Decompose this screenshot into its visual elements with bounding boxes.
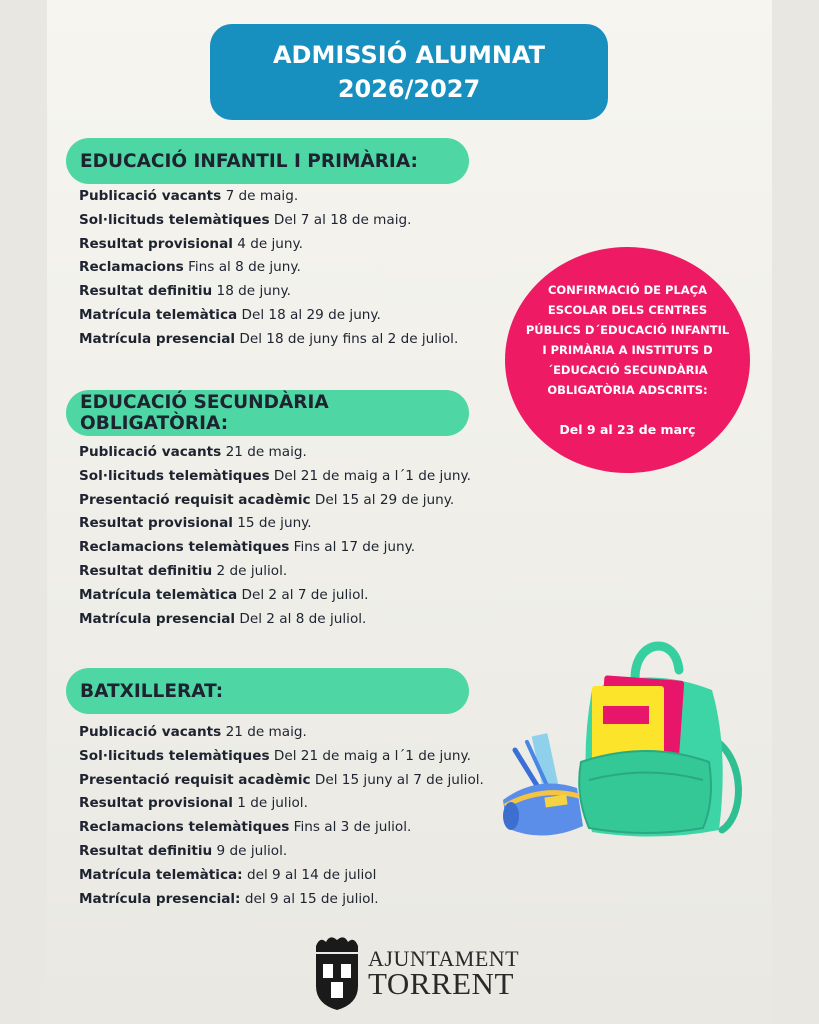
backpack-icon: [497, 630, 747, 845]
list-item: Sol·licituds telemàtiques Del 7 al 18 de maig.: [79, 211, 412, 228]
schedule-list-infantil-primaria: [79, 185, 458, 352]
list-item: Reclamacions telemàtiques Fins al 3 de juliol.: [79, 819, 412, 836]
section-heading-infantil-primaria: EDUCACIÓ INFANTIL I PRIMÀRIA:: [66, 138, 469, 184]
title-line-1: ADMISSIÓ ALUMNAT: [272, 41, 546, 69]
list-item: Matrícula telemàtica: del 9 al 14 de juliol: [79, 866, 377, 883]
logo-line-1: AJUNTAMENT: [368, 946, 520, 971]
list-item: Resultat definitiu 2 de juliol.: [79, 562, 288, 579]
list-item: Resultat definitiu 18 de juny.: [79, 283, 291, 300]
list-item: Presentació requisit acadèmic Del 15 juny al 7 de juliol.: [79, 771, 484, 788]
list-item: Publicació vacants 21 de maig.: [79, 444, 307, 460]
right-frame: [772, 0, 819, 1024]
ajuntament-logo: [310, 934, 520, 1012]
list-item: Publicació vacants 21 de maig.: [79, 724, 307, 740]
list-item: Sol·licituds telemàtiques Del 21 de maig a l´1 de juny.: [79, 467, 471, 484]
confirmation-date: Del 9 al 23 de març: [559, 422, 696, 437]
list-item: Resultat definitiu 9 de juliol.: [79, 842, 288, 859]
left-frame: [0, 0, 47, 1024]
list-item: Reclamacions telemàtiques Fins al 17 de juny.: [79, 539, 416, 556]
list-item: Presentació requisit acadèmic Del 15 al 29 de juny.: [79, 491, 455, 508]
list-item: Sol·licituds telemàtiques Del 21 de maig a l´1 de juny.: [79, 747, 471, 764]
confirmation-badge: [505, 247, 750, 473]
list-item: Matrícula telemàtica Del 18 al 29 de juny.: [79, 306, 381, 323]
schedule-list-secundaria: [79, 441, 471, 631]
confirmation-text: CONFIRMACIÓ DE PLAÇA ESCOLAR DELS CENTRES PÚBLICS D´EDUCACIÓ INFANTIL I PRIMÀRIA A INSTITUTS D´EDUCACIÓ SECUNDÀRIA OBLIGATÒRIA ADSCRITS:: [525, 283, 730, 397]
title-line-2: 2026/2027: [337, 75, 481, 103]
list-item: Matrícula presencial: del 9 al 15 de juliol.: [79, 890, 379, 907]
list-item: Matrícula telemàtica Del 2 al 7 de juliol.: [79, 586, 369, 603]
section-heading-secundaria: EDUCACIÓ SECUNDÀRIA OBLIGATÒRIA:: [66, 390, 469, 436]
schedule-list-batxillerat: [79, 721, 484, 911]
list-item: Resultat provisional 1 de juliol.: [79, 795, 308, 812]
list-item: Resultat provisional 15 de juny.: [79, 515, 312, 532]
list-item: Resultat provisional 4 de juny.: [79, 235, 303, 252]
torrent-coat-of-arms-icon: [310, 934, 364, 1010]
list-item: Matrícula presencial Del 2 al 8 de juliol.: [79, 610, 367, 627]
list-item: Matrícula presencial Del 18 de juny fins al 2 de juliol.: [79, 330, 459, 347]
list-item: Publicació vacants 7 de maig.: [79, 188, 299, 204]
section-heading-batxillerat: BATXILLERAT:: [66, 668, 469, 714]
list-item: Reclamacions Fins al 8 de juny.: [79, 259, 301, 276]
title-banner: [210, 24, 608, 120]
logo-line-2: TORRENT: [368, 966, 514, 1001]
